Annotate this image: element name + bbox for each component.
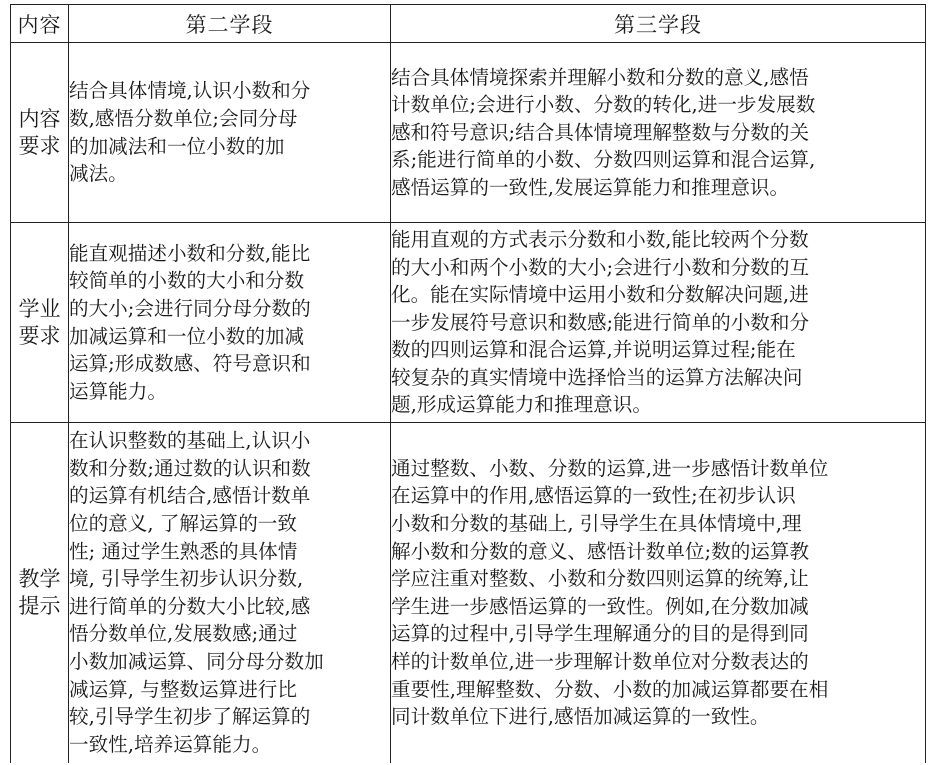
row-label-line: 学业 bbox=[18, 296, 61, 321]
table-header-row bbox=[11, 5, 926, 43]
text-line: 结合具体情境,认识小数和分 bbox=[69, 79, 311, 103]
text-line: 较,引导学生初步了解运算的 bbox=[69, 705, 311, 729]
text-line: 感悟运算的一致性,发展运算能力和推理意识。 bbox=[391, 175, 790, 199]
text-line: 数,感悟分数单位;会同分母 bbox=[69, 106, 298, 130]
row-label-cell bbox=[11, 223, 69, 423]
row-label-cell bbox=[11, 43, 69, 223]
text-line: 小数加减运算、同分母分数加 bbox=[69, 649, 324, 673]
curriculum-table bbox=[10, 4, 926, 763]
text-line: 重要性,理解整数、分数、小数的加减运算都要在相 bbox=[391, 677, 829, 701]
text-line: 运算的过程中,引导学生理解通分的目的是得到同 bbox=[391, 622, 809, 646]
text-line: 数的四则运算和混合运算,并说明运算过程;能在 bbox=[391, 338, 796, 362]
text-line: 在运算中的作用,感悟运算的一致性;在初步认识 bbox=[391, 484, 796, 508]
text-line: 样的计数单位,进一步理解计数单位对分数表达的 bbox=[391, 649, 809, 673]
text-line: 运算能力。 bbox=[69, 379, 167, 403]
stage3-cell bbox=[391, 223, 926, 423]
text-line: 性; 通过学生熟悉的具体情 bbox=[69, 539, 298, 563]
text-line: 能直观描述小数和分数,能比 bbox=[69, 241, 311, 265]
stage2-cell bbox=[69, 423, 391, 763]
text-line: 学应注重对整数、小数和分数四则运算的统筹,让 bbox=[391, 567, 809, 591]
stage2-cell bbox=[69, 223, 391, 423]
row-label-line: 要求 bbox=[18, 323, 61, 348]
stage3-cell bbox=[391, 423, 926, 763]
text-line: 在认识整数的基础上,认识小 bbox=[69, 429, 311, 453]
text-line: 的大小和两个小数的大小;会进行小数和分数的互 bbox=[391, 255, 810, 279]
text-line: 的加减法和一位小数的加 bbox=[69, 134, 285, 158]
text-line: 进行简单的分数大小比较,感 bbox=[69, 594, 311, 618]
header-label-cell: 内容 bbox=[11, 5, 69, 43]
table-row-academic-requirements bbox=[11, 223, 926, 423]
text-line: 计数单位;会进行小数、分数的转化,进一步发展数 bbox=[391, 93, 816, 117]
text-line: 一步发展符号意识和数感;能进行简单的小数和分 bbox=[391, 310, 810, 334]
text-line: 加减运算和一位小数的加减 bbox=[69, 324, 305, 348]
text-line: 运算;形成数感、符号意识和 bbox=[69, 352, 311, 376]
text-line: 境, 引导学生初步认识分数, bbox=[69, 567, 304, 591]
row-label-line: 提示 bbox=[18, 593, 61, 618]
text-line: 系;能进行简单的小数、分数四则运算和混合运算, bbox=[391, 148, 816, 172]
text-line: 较简单的小数的大小和分数 bbox=[69, 269, 305, 293]
table-row-teaching-tips bbox=[11, 423, 926, 763]
header-stage2-cell: 第二学段 bbox=[69, 5, 391, 43]
text-line: 悟分数单位,发展数感;通过 bbox=[69, 622, 298, 646]
text-line: 位的意义, 了解运算的一致 bbox=[69, 511, 297, 535]
text-line: 结合具体情境探索并理解小数和分数的意义,感悟 bbox=[391, 65, 809, 89]
row-label-line: 教学 bbox=[18, 566, 61, 591]
stage2-cell bbox=[69, 43, 391, 223]
text-line: 化。能在实际情境中运用小数和分数解决问题,进 bbox=[391, 283, 809, 307]
text-line: 能用直观的方式表示分数和小数,能比较两个分数 bbox=[391, 227, 809, 251]
text-line: 小数和分数的基础上, 引导学生在具体情境中,理 bbox=[391, 511, 802, 535]
text-line: 同计数单位下进行,感悟加减运算的一致性。 bbox=[391, 705, 770, 729]
text-line: 的大小;会进行同分母分数的 bbox=[69, 296, 311, 320]
table-row-content-requirements bbox=[11, 43, 926, 223]
text-line: 题,形成运算能力和推理意识。 bbox=[391, 393, 652, 417]
text-line: 的运算有机结合,感悟计数单 bbox=[69, 484, 311, 508]
text-line: 减运算, 与整数运算进行比 bbox=[69, 677, 297, 701]
text-line: 较复杂的真实情境中选择恰当的运算方法解决问 bbox=[391, 365, 803, 389]
stage3-cell bbox=[391, 43, 926, 223]
text-line: 减法。 bbox=[69, 162, 128, 186]
text-line: 感和符号意识;结合具体情境理解整数与分数的关 bbox=[391, 120, 810, 144]
text-line: 学生进一步感悟运算的一致性。例如,在分数加减 bbox=[391, 594, 809, 618]
text-line: 解小数和分数的意义、感悟计数单位;数的运算教 bbox=[391, 539, 810, 563]
text-line: 数和分数;通过数的认识和数 bbox=[69, 456, 311, 480]
text-line: 一致性,培养运算能力。 bbox=[69, 732, 272, 756]
header-stage3-cell: 第三学段 bbox=[391, 5, 926, 43]
row-label-line: 要求 bbox=[18, 133, 61, 158]
text-line: 通过整数、小数、分数的运算,进一步感悟计数单位 bbox=[391, 456, 829, 480]
row-label-cell bbox=[11, 423, 69, 763]
row-label-line: 内容 bbox=[18, 106, 61, 131]
